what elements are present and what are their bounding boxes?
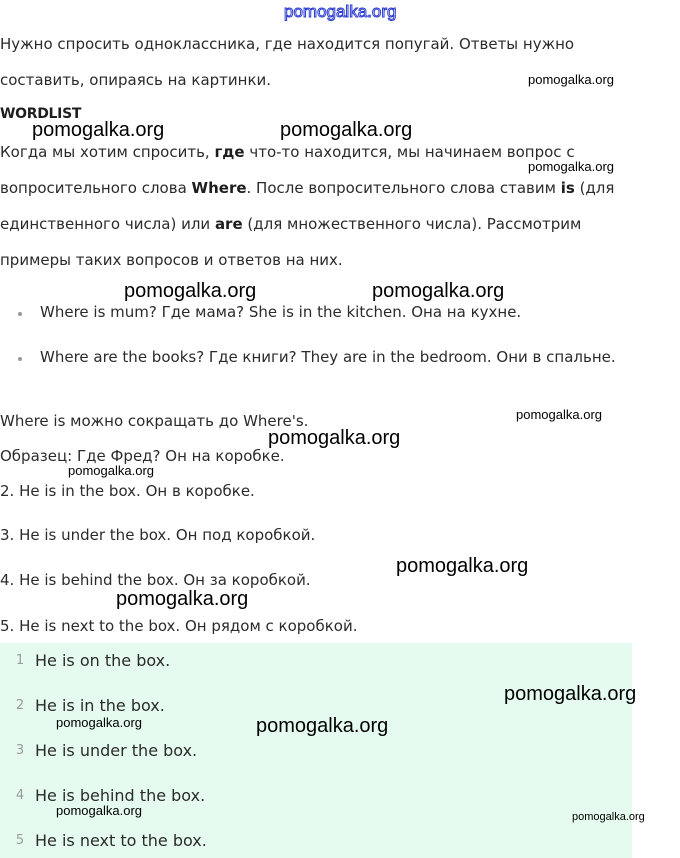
task-line-1: Нужно спросить одноклассника, где находится попугай. Ответы нужно xyxy=(0,35,575,53)
answer-item: He is on the box. xyxy=(35,651,171,670)
watermark: pomogalka.org xyxy=(56,803,142,818)
line-number: 3 xyxy=(15,743,25,758)
explanation-text: Когда мы хотим спросить, xyxy=(0,143,215,161)
answer-item: He is next to the box. xyxy=(35,831,207,850)
watermark: pomogalka.org xyxy=(504,683,637,705)
answer-code-block xyxy=(0,643,632,858)
answer-item: He is behind the box. xyxy=(35,786,206,805)
task-line-2: составить, опираясь на картинки. xyxy=(0,71,272,89)
watermark: pomogalka.org xyxy=(32,119,165,141)
keyword-are: are xyxy=(214,215,243,233)
watermark: pomogalka.org xyxy=(396,555,529,577)
keyword-where: Where xyxy=(191,179,247,197)
watermark: pomogalka.org xyxy=(68,463,154,478)
watermark: pomogalka.org xyxy=(116,588,249,610)
bullet-dot xyxy=(18,357,22,361)
watermark: pomogalka.org xyxy=(56,715,142,730)
watermark: pomogalka.org xyxy=(528,159,614,174)
answer-item: He is in the box. xyxy=(35,696,165,715)
explanation-line-2 xyxy=(0,170,614,206)
line-number: 5 xyxy=(15,833,25,848)
answer-item: He is under the box. xyxy=(35,741,198,760)
keyword-where-ru: где xyxy=(214,143,245,161)
wordlist-heading: WORDLIST xyxy=(0,106,82,122)
explanation-line-4: примеры таких вопросов и ответов на них. xyxy=(0,251,343,269)
note-text: Where is можно сокращать до Where's. xyxy=(0,412,309,430)
explanation-text: единственного числа) или xyxy=(0,215,215,233)
answer-line-4: 4. He is behind the box. Он за коробкой. xyxy=(0,571,311,589)
watermark: pomogalka.org xyxy=(280,119,413,141)
example-item-2: Where are the books? Где книги? They are in the bedroom. Они в спальне. xyxy=(40,348,616,366)
answer-line-3: 3. He is under the box. Он под коробкой. xyxy=(0,526,316,544)
watermark: pomogalka.org xyxy=(528,72,614,87)
watermark: pomogalka.org xyxy=(372,280,505,302)
explanation-text: (для множественного числа). Рассмотрим xyxy=(242,215,582,233)
keyword-is: is xyxy=(560,179,575,197)
explanation-text: что-то находится, мы начинаем вопрос с xyxy=(244,143,575,161)
watermark: pomogalka.org xyxy=(256,715,389,737)
line-number: 4 xyxy=(15,788,25,803)
watermark: pomogalka.org xyxy=(572,811,645,823)
watermark: pomogalka.org xyxy=(268,427,401,449)
line-number: 1 xyxy=(15,653,25,668)
answer-line-2: 2. He is in the box. Он в коробке. xyxy=(0,482,255,500)
sample-text: Образец: Где Фред? Он на коробке. xyxy=(0,447,285,465)
site-header-logo: pomogalka.org xyxy=(284,2,397,21)
explanation-text: . После вопросительного слова ставим xyxy=(246,179,561,197)
watermark: pomogalka.org xyxy=(124,280,257,302)
example-item-1: Where is mum? Где мама? She is in the kitchen. Она на кухне. xyxy=(40,303,522,321)
answer-line-5: 5. He is next to the box. Он рядом с коробкой. xyxy=(0,617,358,635)
explanation-text: вопросительного слова xyxy=(0,179,192,197)
bullet-dot xyxy=(18,312,22,316)
explanation-text: (для xyxy=(574,179,615,197)
line-number: 2 xyxy=(15,698,25,713)
explanation-line-3 xyxy=(0,206,581,242)
watermark: pomogalka.org xyxy=(516,407,602,422)
